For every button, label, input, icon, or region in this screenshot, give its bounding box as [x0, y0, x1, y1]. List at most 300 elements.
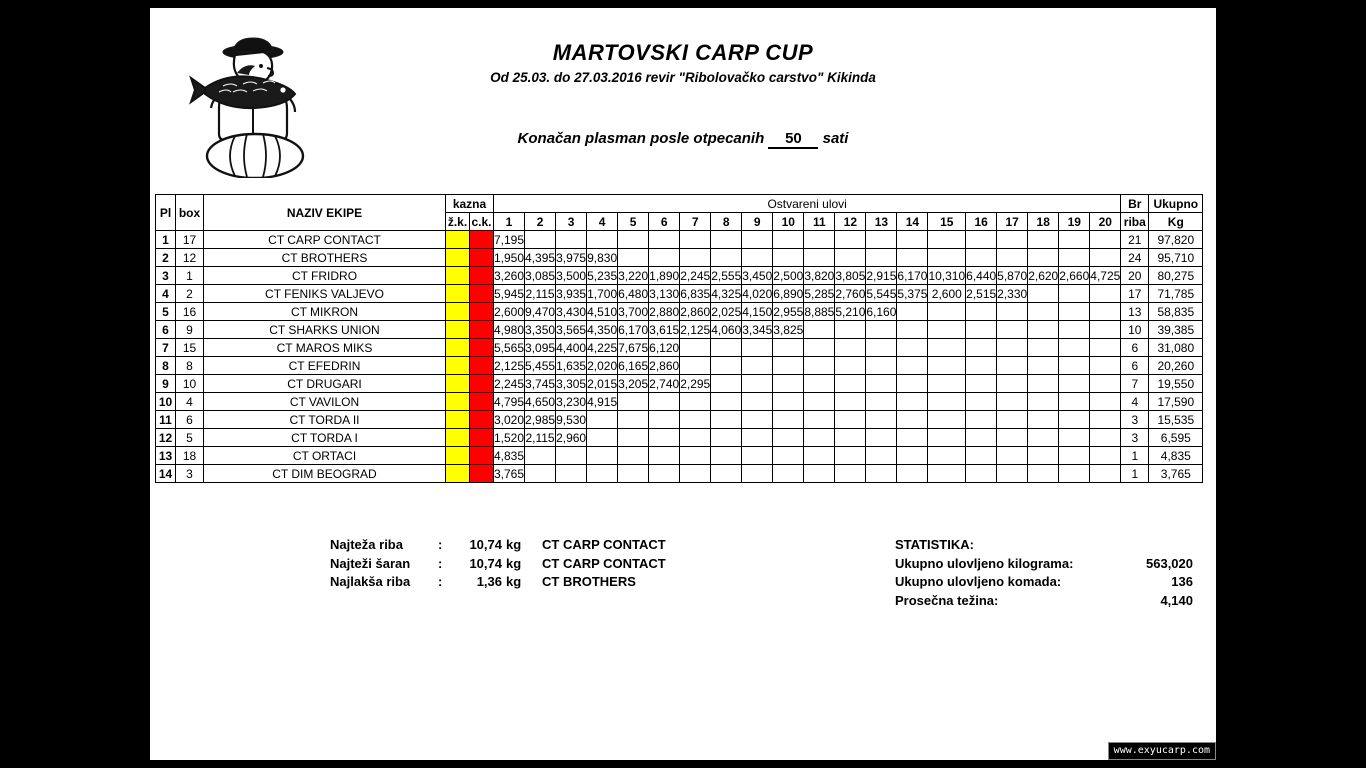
table-row [156, 429, 1203, 447]
cell-catch-5 [618, 393, 649, 411]
cell-catch-7 [680, 357, 711, 375]
record-colon: : [438, 537, 443, 552]
site-watermark: www.exyucarp.com [1108, 742, 1216, 760]
cell-catch-18 [1028, 321, 1059, 339]
col-header-yellow-card: ž.k. [446, 213, 470, 231]
cell-catch-3: 3,935 [556, 286, 587, 301]
cell-catch-7 [680, 429, 711, 447]
cell-catch-1: 3,020 [494, 412, 525, 427]
cell-fish-count: 6 [1121, 357, 1149, 375]
cell-catch-2: 3,350 [525, 322, 556, 337]
cell-catch-17: 2,330 [997, 286, 1028, 301]
table-row [156, 375, 1203, 393]
cell-catch-8 [711, 393, 742, 411]
cell-catch-11 [804, 429, 835, 447]
cell-catch-6: 1,890 [649, 268, 680, 283]
cell-catch-8 [711, 447, 742, 465]
col-header-catch-12: 12 [835, 213, 866, 231]
title-block [150, 40, 1216, 85]
cell-total-kg: 19,550 [1149, 375, 1203, 393]
cell-catch-7: 2,295 [680, 376, 711, 391]
record-fish-row [330, 536, 666, 555]
statistic-label: Prosečna težina: [895, 592, 999, 608]
cell-catch-19 [1059, 249, 1090, 267]
cell-catch-12: 5,210 [835, 304, 866, 319]
cell-catch-1: 3,260 [494, 268, 525, 283]
record-team: CT BROTHERS [542, 574, 636, 589]
cell-catch-20 [1090, 285, 1121, 303]
table-row [156, 303, 1203, 321]
cell-catch-1: 4,795 [494, 394, 525, 409]
cell-catch-11: 5,285 [804, 286, 835, 301]
cell-catch-14 [897, 375, 928, 393]
cell-total-kg: 97,820 [1149, 231, 1203, 249]
cell-catch-11 [804, 465, 835, 483]
cell-catch-4: 2,020 [587, 358, 618, 373]
cell-place: 11 [156, 411, 176, 429]
cell-team-name: CT TORDA II [204, 411, 446, 429]
cell-catch-17 [997, 303, 1028, 321]
col-header-catch-18: 18 [1028, 213, 1059, 231]
cell-box: 8 [176, 357, 204, 375]
overall-statistics [895, 536, 1193, 610]
cell-catch-2: 9,470 [525, 304, 556, 319]
cell-catch-1: 2,600 [494, 304, 525, 319]
table-row [156, 267, 1203, 285]
table-row [156, 321, 1203, 339]
record-unit: kg [506, 555, 522, 571]
cell-catch-11: 8,885 [804, 304, 835, 319]
col-header-total-bottom: Kg [1149, 213, 1203, 231]
col-header-catch-11: 11 [804, 213, 835, 231]
cell-team-name: CT BROTHERS [204, 249, 446, 267]
cell-catch-5 [618, 447, 649, 465]
cell-catch-8 [711, 231, 742, 249]
cell-catch-9 [742, 231, 773, 249]
cell-catch-19 [1059, 465, 1090, 483]
table-row [156, 249, 1203, 267]
cell-total-kg: 3,765 [1149, 465, 1203, 483]
cell-box: 15 [176, 339, 204, 357]
table-row [156, 339, 1203, 357]
cell-team-name: CT EFEDRIN [204, 357, 446, 375]
cell-catch-7 [680, 231, 711, 249]
cell-catch-14 [897, 231, 928, 249]
col-header-team-name: NAZIV EKIPE [204, 195, 446, 231]
cell-catch-16 [966, 411, 997, 429]
cell-place: 12 [156, 429, 176, 447]
record-fish-row [330, 573, 666, 592]
cell-catch-17 [997, 231, 1028, 249]
cell-catch-10 [773, 249, 804, 267]
cell-catch-2: 3,095 [525, 340, 556, 355]
cell-catch-18: 2,620 [1028, 268, 1059, 283]
cell-catch-9 [742, 411, 773, 429]
col-header-place: Pl [156, 195, 176, 231]
cell-catch-17 [997, 393, 1028, 411]
cell-catch-5 [618, 429, 649, 447]
cell-catch-6 [649, 249, 680, 267]
col-header-catches-group: Ostvareni ulovi [494, 195, 1121, 213]
cell-catch-18 [1028, 357, 1059, 375]
cell-catch-16: 6,440 [966, 268, 997, 283]
cell-catch-5: 3,700 [618, 304, 649, 319]
cell-catch-9 [742, 357, 773, 375]
cell-catch-3: 1,635 [556, 358, 587, 373]
record-team: CT CARP CONTACT [542, 537, 666, 552]
cell-catch-16 [966, 393, 997, 411]
cell-catch-13 [866, 411, 897, 429]
cell-catch-10 [773, 447, 804, 465]
cell-catch-2: 4,395 [525, 250, 556, 265]
cell-catch-15 [928, 429, 966, 447]
cell-yellow-card [446, 231, 470, 249]
cell-catch-10: 2,955 [773, 304, 804, 319]
cell-catch-9: 4,020 [742, 286, 773, 301]
cell-catch-10: 3,825 [773, 322, 804, 337]
cell-catch-16 [966, 339, 997, 357]
col-header-catch-3: 3 [556, 213, 587, 231]
cell-catch-13 [866, 339, 897, 357]
cell-catch-12 [835, 465, 866, 483]
cell-catch-10 [773, 465, 804, 483]
cell-catch-2 [525, 447, 556, 465]
cell-catch-16: 2,515 [966, 286, 997, 301]
col-header-catch-7: 7 [680, 213, 711, 231]
cell-catch-18 [1028, 285, 1059, 303]
cell-catch-19 [1059, 411, 1090, 429]
cell-catch-3 [556, 231, 587, 249]
cell-catch-20: 4,725 [1090, 268, 1121, 283]
cell-catch-20 [1090, 447, 1121, 465]
cell-total-kg: 20,260 [1149, 357, 1203, 375]
cell-team-name: CT SHARKS UNION [204, 321, 446, 339]
cell-catch-13 [866, 231, 897, 249]
cell-catch-15 [928, 321, 966, 339]
cell-catch-7: 2,245 [680, 268, 711, 283]
cell-team-name: CT DIM BEOGRAD [204, 465, 446, 483]
cell-team-name: CT DRUGARI [204, 375, 446, 393]
cell-catch-17 [997, 357, 1028, 375]
cell-team-name: CT TORDA I [204, 429, 446, 447]
cell-red-card [470, 447, 494, 465]
cell-catch-4 [587, 231, 618, 249]
cell-catch-16 [966, 249, 997, 267]
cell-catch-16 [966, 321, 997, 339]
cell-catch-15: 10,310 [928, 268, 966, 283]
cell-catch-13: 5,545 [866, 286, 897, 301]
cell-catch-20 [1090, 465, 1121, 483]
record-colon: : [438, 574, 443, 589]
cell-catch-15 [928, 249, 966, 267]
cell-box: 1 [176, 267, 204, 285]
cell-box: 17 [176, 231, 204, 249]
cell-catch-17 [997, 465, 1028, 483]
cell-catch-12 [835, 447, 866, 465]
cell-catch-8 [711, 249, 742, 267]
cell-catch-5: 6,170 [618, 322, 649, 337]
cell-catch-17 [997, 429, 1028, 447]
cell-catch-18 [1028, 375, 1059, 393]
cell-box: 9 [176, 321, 204, 339]
cell-catch-11 [804, 375, 835, 393]
cell-catch-16 [966, 231, 997, 249]
cell-box: 4 [176, 393, 204, 411]
cell-catch-3: 9,530 [556, 412, 587, 427]
cell-catch-7 [680, 249, 711, 267]
record-colon: : [438, 555, 443, 571]
record-value: 10,74 [469, 537, 502, 552]
cell-place: 9 [156, 375, 176, 393]
cell-catch-19 [1059, 375, 1090, 393]
cell-total-kg: 39,385 [1149, 321, 1203, 339]
table-row [156, 411, 1203, 429]
cell-catch-8: 4,325 [711, 286, 742, 301]
cell-catch-3: 3,975 [556, 250, 587, 265]
cell-catch-7: 2,860 [680, 304, 711, 319]
col-header-catch-2: 2 [525, 213, 556, 231]
cell-catch-16 [966, 465, 997, 483]
cell-catch-2: 3,745 [525, 376, 556, 391]
cell-catch-10 [773, 375, 804, 393]
results-table [155, 194, 1203, 483]
cell-catch-6: 2,860 [649, 358, 680, 373]
cell-catch-13 [866, 321, 897, 339]
cell-catch-2 [525, 465, 556, 483]
cell-catch-14 [897, 411, 928, 429]
record-fish-row [330, 555, 666, 574]
cell-total-kg: 31,080 [1149, 339, 1203, 357]
cell-catch-2: 4,650 [525, 394, 556, 409]
col-header-penalty: kazna [446, 195, 494, 213]
cell-catch-6: 3,130 [649, 286, 680, 301]
cell-catch-7: 6,835 [680, 286, 711, 301]
cell-catch-13 [866, 375, 897, 393]
cell-red-card [470, 465, 494, 483]
cell-fish-count: 17 [1121, 285, 1149, 303]
table-row [156, 465, 1203, 483]
record-value: 1,36 [476, 574, 502, 589]
cell-place: 5 [156, 303, 176, 321]
cell-yellow-card [446, 447, 470, 465]
cell-team-name: CT FRIDRO [204, 267, 446, 285]
cell-catch-14 [897, 249, 928, 267]
col-header-fish-count-bottom: riba [1121, 213, 1149, 231]
cell-box: 12 [176, 249, 204, 267]
cell-catch-7 [680, 465, 711, 483]
cell-catch-6: 6,120 [649, 340, 680, 355]
table-row [156, 393, 1203, 411]
cell-fish-count: 6 [1121, 339, 1149, 357]
cell-catch-3: 3,430 [556, 304, 587, 319]
cell-catch-16 [966, 429, 997, 447]
cell-catch-10 [773, 339, 804, 357]
cell-box: 2 [176, 285, 204, 303]
cell-catch-6 [649, 231, 680, 249]
col-header-catch-9: 9 [742, 213, 773, 231]
cell-catch-15 [928, 357, 966, 375]
cell-place: 13 [156, 447, 176, 465]
cell-catch-11 [804, 231, 835, 249]
cell-catch-3: 4,400 [556, 340, 587, 355]
cell-catch-9: 3,450 [742, 268, 773, 283]
cell-catch-14 [897, 393, 928, 411]
cell-catch-1: 2,245 [494, 376, 525, 391]
cell-catch-6 [649, 411, 680, 429]
statistics-title: STATISTIKA: [895, 537, 974, 552]
cell-catch-12 [835, 375, 866, 393]
statistic-value: 563,020 [1146, 555, 1193, 571]
record-fish-stats [330, 536, 666, 592]
statistics-row [895, 573, 1193, 592]
cell-catch-13: 2,915 [866, 268, 897, 283]
cell-catch-19: 2,660 [1059, 268, 1090, 283]
cell-catch-9 [742, 393, 773, 411]
record-label: Najlakša riba [330, 574, 411, 589]
cell-catch-8 [711, 465, 742, 483]
cell-catch-1: 5,565 [494, 340, 525, 355]
page-title: MARTOVSKI CARP CUP [552, 40, 814, 65]
cell-catch-4 [587, 447, 618, 465]
cell-total-kg: 6,595 [1149, 429, 1203, 447]
cell-catch-2: 5,455 [525, 358, 556, 373]
cell-catch-14: 6,170 [897, 268, 928, 283]
cell-catch-15 [928, 447, 966, 465]
col-header-catch-4: 4 [587, 213, 618, 231]
cell-catch-9 [742, 249, 773, 267]
cell-catch-11 [804, 321, 835, 339]
cell-place: 14 [156, 465, 176, 483]
cell-place: 7 [156, 339, 176, 357]
table-row [156, 447, 1203, 465]
col-header-catch-5: 5 [618, 213, 649, 231]
cell-red-card [470, 267, 494, 285]
cell-catch-4: 1,700 [587, 286, 618, 301]
cell-catch-19 [1059, 285, 1090, 303]
cell-yellow-card [446, 321, 470, 339]
cell-total-kg: 15,535 [1149, 411, 1203, 429]
cell-catch-15 [928, 375, 966, 393]
cell-fish-count: 1 [1121, 447, 1149, 465]
table-row [156, 231, 1203, 249]
cell-red-card [470, 303, 494, 321]
cell-catch-5: 6,165 [618, 358, 649, 373]
cell-total-kg: 58,835 [1149, 303, 1203, 321]
cell-catch-5: 3,220 [618, 268, 649, 283]
col-header-total-top: Ukupno [1149, 195, 1203, 213]
cell-catch-7 [680, 393, 711, 411]
document-page [150, 8, 1216, 760]
cell-total-kg: 4,835 [1149, 447, 1203, 465]
cell-catch-6: 2,880 [649, 304, 680, 319]
col-header-catch-10: 10 [773, 213, 804, 231]
cell-catch-14 [897, 447, 928, 465]
cell-catch-19 [1059, 447, 1090, 465]
header-row-top [156, 195, 1203, 213]
cell-catch-5 [618, 231, 649, 249]
cell-catch-14 [897, 429, 928, 447]
cell-catch-13: 6,160 [866, 304, 897, 319]
record-value: 10,74 [469, 555, 502, 571]
cell-catch-12: 3,805 [835, 268, 866, 283]
cell-catch-9: 3,345 [742, 322, 773, 337]
cell-yellow-card [446, 285, 470, 303]
cell-catch-1: 2,125 [494, 358, 525, 373]
cell-catch-15 [928, 303, 966, 321]
cell-fish-count: 13 [1121, 303, 1149, 321]
cell-box: 6 [176, 411, 204, 429]
cell-team-name: CT FENIKS VALJEVO [204, 285, 446, 303]
cell-catch-19 [1059, 429, 1090, 447]
cell-place: 3 [156, 267, 176, 285]
col-header-catch-19: 19 [1059, 213, 1090, 231]
cell-catch-6 [649, 429, 680, 447]
cell-catch-5: 3,205 [618, 376, 649, 391]
cell-team-name: CT ORTACI [204, 447, 446, 465]
col-header-catch-14: 14 [897, 213, 928, 231]
cell-catch-4: 4,225 [587, 340, 618, 355]
table-body [156, 231, 1203, 483]
cell-red-card [470, 393, 494, 411]
cell-total-kg: 17,590 [1149, 393, 1203, 411]
cell-catch-4: 2,015 [587, 376, 618, 391]
statistic-value: 4,140 [1160, 592, 1193, 608]
cell-catch-7: 2,125 [680, 322, 711, 337]
col-header-catch-15: 15 [928, 213, 966, 231]
cell-catch-11 [804, 357, 835, 375]
cell-yellow-card [446, 339, 470, 357]
cell-yellow-card [446, 357, 470, 375]
cell-catch-13 [866, 249, 897, 267]
cell-catch-15 [928, 393, 966, 411]
cell-catch-20 [1090, 249, 1121, 267]
col-header-catch-20: 20 [1090, 213, 1121, 231]
cell-catch-16 [966, 357, 997, 375]
cell-catch-11 [804, 447, 835, 465]
cell-catch-12 [835, 231, 866, 249]
col-header-catch-16: 16 [966, 213, 997, 231]
cell-catch-17 [997, 339, 1028, 357]
cell-catch-3 [556, 465, 587, 483]
cell-catch-17 [997, 375, 1028, 393]
final-standings-line [150, 130, 1216, 149]
cell-catch-6 [649, 393, 680, 411]
cell-catch-14 [897, 465, 928, 483]
cell-red-card [470, 231, 494, 249]
cell-catch-3 [556, 447, 587, 465]
cell-catch-16 [966, 375, 997, 393]
cell-catch-1: 1,950 [494, 250, 525, 265]
cell-catch-3: 3,230 [556, 394, 587, 409]
cell-catch-12 [835, 339, 866, 357]
cell-catch-3: 3,565 [556, 322, 587, 337]
record-unit: kg [506, 574, 522, 589]
plasman-prefix-text: Konačan plasman posle otpecanih [517, 130, 765, 147]
cell-red-card [470, 411, 494, 429]
cell-catch-12 [835, 249, 866, 267]
cell-catch-20 [1090, 375, 1121, 393]
cell-catch-14 [897, 357, 928, 375]
cell-fish-count: 3 [1121, 429, 1149, 447]
col-header-catch-6: 6 [649, 213, 680, 231]
cell-catch-20 [1090, 357, 1121, 375]
cell-catch-5 [618, 465, 649, 483]
cell-catch-4: 4,510 [587, 304, 618, 319]
cell-team-name: CT MAROS MIKS [204, 339, 446, 357]
cell-catch-16 [966, 447, 997, 465]
cell-catch-8: 2,025 [711, 304, 742, 319]
record-unit: kg [506, 537, 522, 552]
